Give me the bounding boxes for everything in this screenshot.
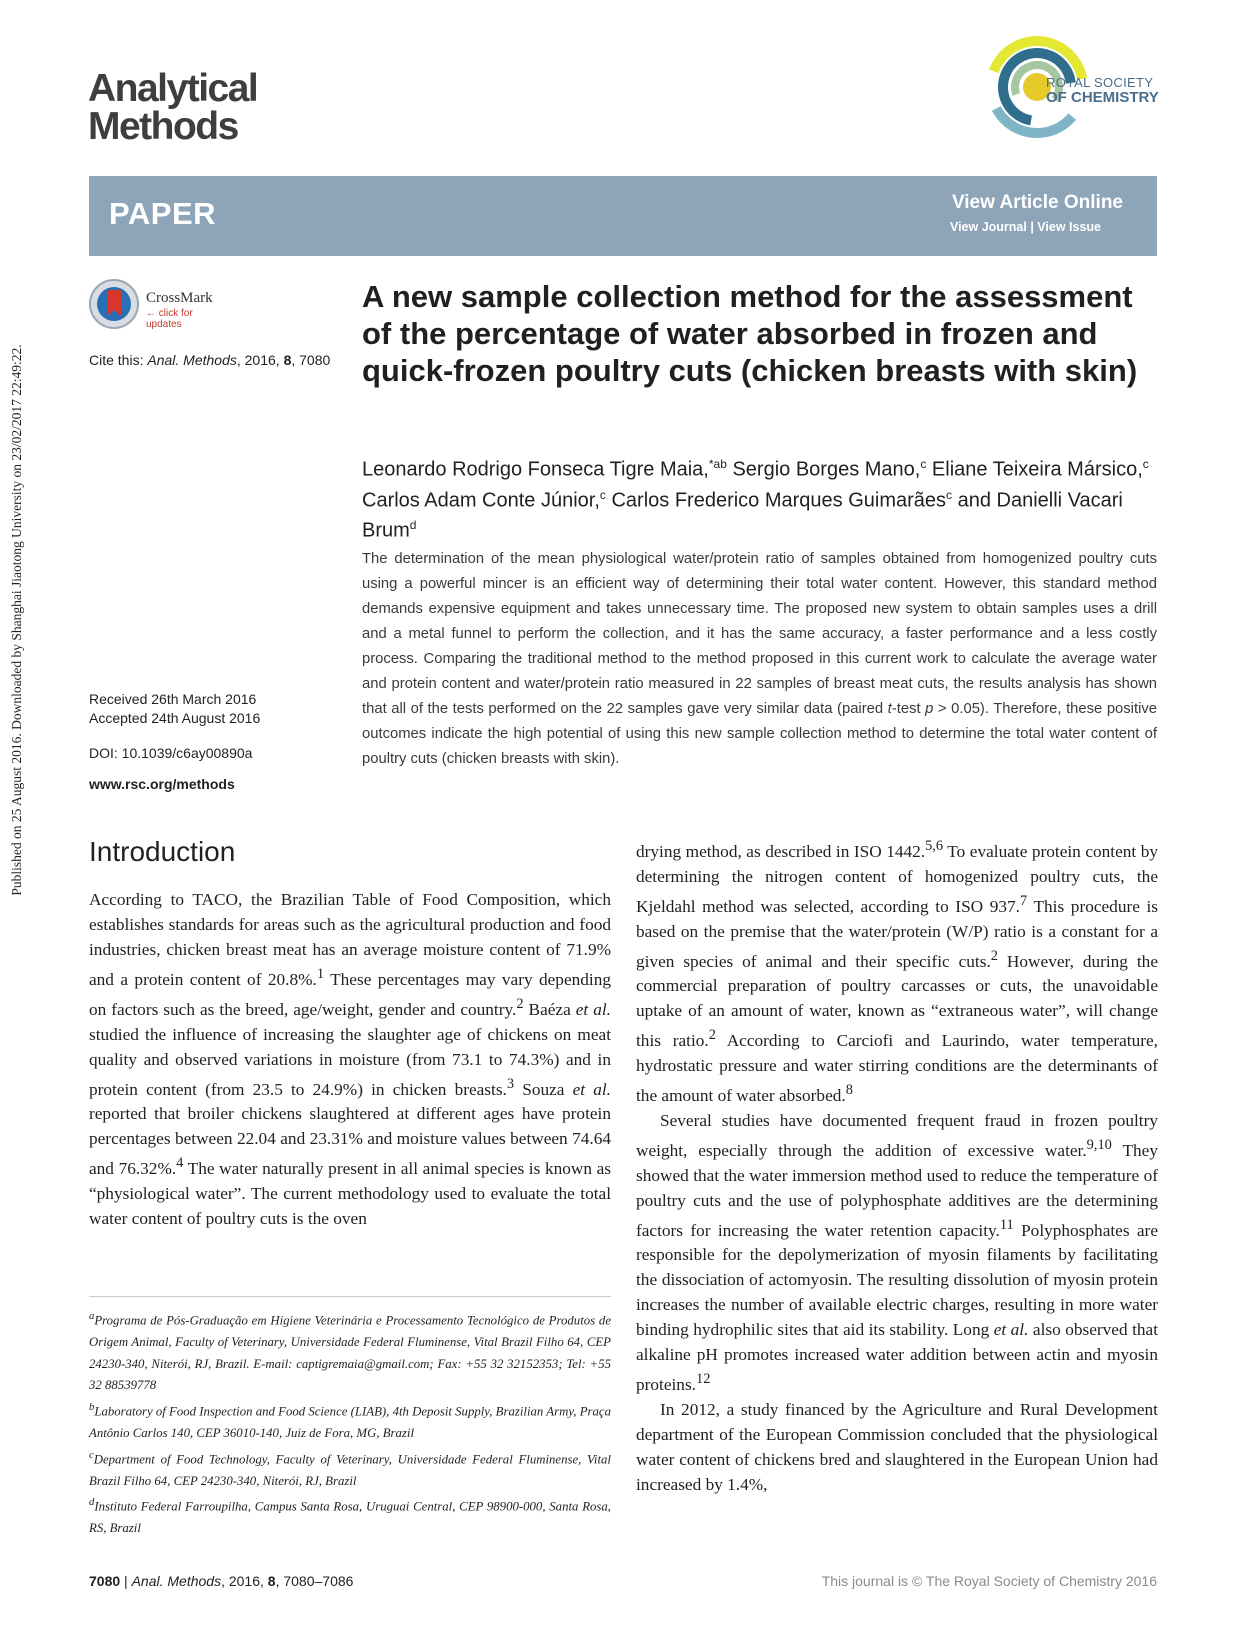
affiliation-text: Instituto Federal Farroupilha, Campus Santa Rosa, Uruguai Central, CEP 98900-000, Santa Rosa, RS, Brazil — [89, 1499, 611, 1536]
crossmark-badge[interactable] — [88, 278, 228, 334]
rsc-name-line2: OF CHEMISTRY — [1046, 89, 1159, 106]
accepted-date: Accepted 24th August 2016 — [89, 710, 261, 726]
affiliation-footnote — [89, 1306, 611, 1397]
author-name: and Danielli Vacari Brum — [362, 489, 1123, 542]
cite-year: , 2016, — [236, 352, 284, 368]
ref[interactable]: 12 — [696, 1371, 711, 1388]
footer-journal: Anal. Methods — [131, 1573, 222, 1589]
section-heading-introduction: Introduction — [89, 836, 236, 867]
affiliation-mark: a — [89, 1311, 95, 1322]
ref[interactable]: 9,10 — [1086, 1136, 1112, 1153]
text: They showed that the water immersion method used to reduce the temperature of poultry cuts and the use of polyphosphate additives are the determining factors for increasing the water retention capacity. — [636, 1140, 1158, 1240]
text: To evaluate protein content by determining the nitrogen content of homogenized poultry cuts, the Kjeldahl method was selected, according to ISO 937. — [636, 841, 1158, 916]
text: According to Carciofi and Laurindo, water temperature, hydrostatic pressure and water stirring conditions are the determinants of the amount of water absorbed. — [636, 1031, 1158, 1105]
et-al: et al. — [575, 999, 611, 1019]
affiliation-text: Department of Food Technology, Faculty of Veterinary, Universidade Federal Fluminense, Vital Brazil Filho 64, CEP 24230-340, Niterói, RJ, Brazil — [89, 1452, 611, 1488]
citation — [89, 352, 330, 368]
text: Baéza — [523, 999, 576, 1019]
crossmark-label: CrossMark — [146, 290, 213, 306]
author-name: Leonardo Rodrigo Fonseca Tigre Maia, — [362, 458, 709, 481]
affiliation-footnote — [89, 1397, 611, 1445]
footer-year: , 2016, — [221, 1573, 268, 1589]
ref[interactable]: 2 — [516, 995, 524, 1012]
author-name: Carlos Adam Conte Júnior, — [362, 489, 600, 512]
author-affiliation-mark[interactable]: *ab — [708, 457, 727, 471]
abstract-p: p — [925, 701, 934, 717]
author-affiliation-mark[interactable]: d — [409, 518, 417, 533]
article-metadata — [89, 690, 339, 794]
abstract-part1: The determination of the mean physiological water/protein ratio of samples obtained from homogenized poultry cuts using a powerful mincer is an efficient way of determining their total water content. However, this standard method demands expensive equipment and takes unnecessary time. The proposed new system to obtain samples uses a drill and a metal funnel to perform the collection, and it has the same accuracy, a faster performance and a less costly process. Comparing the traditional method to the method proposed in this current work to calculate the average water and protein content and water/protein ratio measured in 22 samples of breast meat cuts, the results analysis has shown that all of the tests performed on the 22 samples gave very similar data (paired — [362, 551, 1157, 717]
abstract-part2: -test — [891, 701, 926, 717]
journal-name-line1: Analytical — [88, 67, 258, 110]
author-name: Carlos Frederico Marques Guimarães — [611, 489, 947, 512]
crossmark-sub-text: click for updates — [146, 308, 193, 330]
author-name: Sergio Borges Mano, — [732, 458, 921, 481]
author-list — [362, 452, 1162, 544]
ref[interactable]: 2 — [990, 947, 998, 964]
affiliation-mark: b — [89, 1402, 95, 1414]
view-article-online-link[interactable]: View Article Online — [951, 192, 1123, 213]
abstract-part3: > 0.05). Therefore, these positive outcomes indicate the high potential of using this new sample collection method to determine the total water content of poultry cuts (chicken breasts with skin). — [362, 701, 1158, 767]
journal-name-line2: Methods — [88, 105, 238, 148]
rsc-logo[interactable] — [990, 32, 1160, 142]
et-al: et al. — [572, 1079, 611, 1099]
text: This procedure is based on the premise that the water/protein (W/P) ratio is a constant for a given species of animal and their specific cuts. — [636, 896, 1158, 971]
view-journal-issue-links[interactable]: View Journal | View Issue — [949, 220, 1101, 234]
cite-journal: Anal. Methods — [147, 352, 237, 368]
article-type-banner — [89, 176, 1157, 256]
ref[interactable]: 11 — [999, 1216, 1014, 1233]
footer-sep: | — [120, 1573, 132, 1589]
author-affiliation-mark[interactable]: c — [599, 487, 606, 502]
author-affiliation-mark[interactable]: c — [920, 457, 927, 471]
text: studied the influence of increasing the slaughter age of chickens on meat quality and observed variations in moisture (from 73.1 to 74.3%) and in protein content (from 23.5 to 24.9%) in chicken breasts. — [89, 1024, 611, 1099]
ref[interactable]: 5,6 — [925, 838, 944, 854]
affiliations — [89, 1306, 611, 1540]
et-al: et al. — [993, 1320, 1029, 1340]
abstract — [362, 547, 1157, 772]
intro-paragraph-4: In 2012, a study financed by the Agriculture and Rural Development department of the European Commission concluded that the physiological water content of chickens bred and slaughtered in the European Union had increased by 1.4%, — [636, 1400, 1158, 1495]
cite-page: , 7080 — [291, 352, 331, 368]
ref[interactable]: 3 — [506, 1075, 515, 1092]
journal-website-link[interactable]: www.rsc.org/methods — [89, 776, 235, 792]
cite-volume: 8 — [283, 352, 292, 368]
author-affiliation-mark[interactable]: c — [946, 487, 953, 502]
affiliation-text: Programa de Pós-Graduação em Higiene Veterinária e Processamento Tecnológico de Produtos de Origem Animal, Faculty of Veterinary, Universidade Federal Fluminense, Vital Brazil Filho 64, CEP 24230-340, Niterói, RJ, Brazil. E-mail: captigremaia@gmail.com; Fax: +55 32 32152353; Tel: +55 32 88539778 — [89, 1313, 611, 1393]
text: These percentages may vary depending on factors such as the breed, age/weight, gender and country. — [89, 969, 611, 1019]
intro-paragraph-3 — [636, 1108, 1158, 1397]
page-number: 7080 — [89, 1573, 121, 1589]
text: Polyphosphates are responsible for the depolymerization of myosin filaments by facilitating the dissociation of actomyosin. The resulting dissolution of myosin protein increases the number of available electric charges, resulting in more water binding hydrophilic sites that aid its stability. Long — [636, 1220, 1158, 1340]
ref[interactable]: 2 — [708, 1027, 716, 1044]
article-type-label: PAPER — [109, 196, 217, 231]
footnote-divider — [89, 1296, 611, 1297]
ref[interactable]: 1 — [316, 966, 325, 982]
text: drying method, as described in ISO 1442. — [636, 841, 926, 861]
author-name: Eliane Teixeira Mársico, — [931, 458, 1143, 481]
affiliation-footnote — [89, 1492, 611, 1540]
text: reported that broiler chickens slaughtered at different ages have protein percentages between 22.04 and 23.31% and moisture values between 74.64 and 76.32%. — [89, 1104, 611, 1179]
text: Souza — [514, 1079, 573, 1099]
rsc-name-line1: ROYAL SOCIETY — [1046, 75, 1154, 90]
intro-paragraph-1 — [89, 887, 611, 1231]
crossmark-sub: ← click for updates — [146, 308, 193, 330]
received-date: Received 26th March 2016 — [89, 691, 257, 707]
intro-paragraph-2 — [636, 834, 1158, 1108]
journal-logo[interactable] — [88, 67, 258, 148]
ref[interactable]: 8 — [845, 1082, 853, 1099]
footer-pages: , 7080–7086 — [275, 1573, 354, 1589]
ref[interactable]: 4 — [176, 1155, 184, 1172]
download-note — [5, 300, 29, 940]
cite-prefix: Cite this: — [89, 352, 148, 368]
ref[interactable]: 7 — [1020, 892, 1028, 909]
text: also observed that alkaline pH promotes increased water addition between actin and myosin proteins. — [636, 1320, 1158, 1395]
affiliation-mark: c — [89, 1449, 94, 1461]
footer-volume: 8 — [267, 1573, 276, 1589]
left-column — [89, 887, 611, 1231]
right-column — [636, 834, 1158, 1497]
crossmark-icon — [88, 278, 140, 330]
text: The water naturally present in all animal species is known as “physiological water”. The current methodology used to evaluate the total water content of poultry cuts is the oven — [89, 1159, 611, 1229]
doi[interactable]: DOI: 10.1039/c6ay00890a — [89, 745, 253, 761]
affiliation-footnote — [89, 1445, 611, 1493]
text: However, during the commercial preparation of poultry carcasses or cuts, the unavoidable uptake of an amount of water, known as “extraneous water”, will change this ratio. — [636, 951, 1158, 1051]
text: Several studies have documented frequent fraud in frozen poultry weight, especially through the addition of excessive water. — [636, 1110, 1158, 1160]
affiliation-text: Laboratory of Food Inspection and Food Science (LIAB), 4th Deposit Supply, Brazilian Army, Praça Antônio Carlos 140, CEP 36010-140, Juiz de Fora, MG, Brazil — [89, 1404, 611, 1441]
text: According to TACO, the Brazilian Table of Food Composition, which establishes standards for areas such as the agricultural production and food industries, chicken breast meat has an average moisture content of 71.9% and a protein content of 20.8%. — [89, 890, 611, 989]
page-footer-citation — [89, 1573, 353, 1589]
download-note-text: Published on 25 August 2016. Downloaded by Shanghai Jiaotong University on 23/02/2017 22:49:22. — [9, 344, 24, 896]
author-affiliation-mark[interactable]: c — [1142, 457, 1149, 471]
abstract-t: t — [887, 701, 892, 717]
copyright-notice: This journal is © The Royal Society of Chemistry 2016 — [821, 1573, 1157, 1589]
article-title: A new sample collection method for the assessment of the percentage of water absorbed in frozen and quick-frozen poultry cuts (chicken breasts with skin) — [362, 279, 1138, 388]
affiliation-mark: d — [89, 1497, 95, 1509]
